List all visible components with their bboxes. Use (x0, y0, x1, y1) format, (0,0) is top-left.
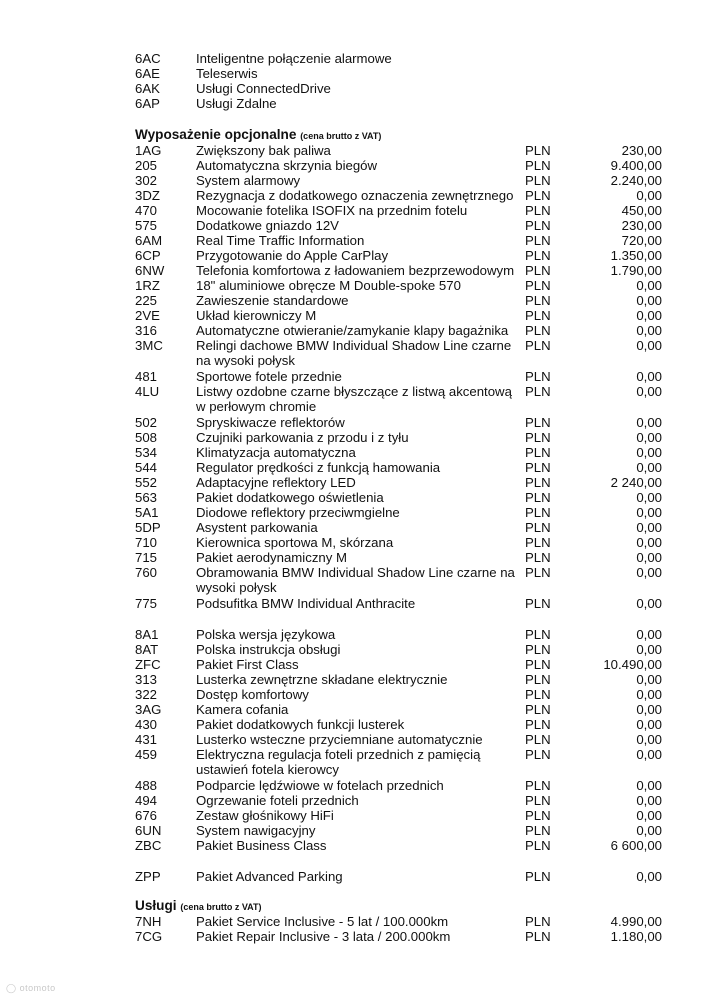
item-price: 0,00 (636, 293, 662, 308)
section-note: (cena brutto z VAT) (300, 131, 382, 141)
item-code: 322 (135, 687, 158, 702)
item-currency: PLN (525, 687, 551, 702)
item-price: 1.350,00 (610, 248, 662, 263)
item-code: 2VE (135, 308, 160, 323)
item-code: 508 (135, 430, 158, 445)
item-price: 2 240,00 (610, 475, 662, 490)
item-price: 1.790,00 (610, 263, 662, 278)
item-currency: PLN (525, 642, 551, 657)
optional-equipment-heading (135, 127, 381, 142)
item-price: 0,00 (636, 717, 662, 732)
item-code: 575 (135, 218, 158, 233)
item-price: 230,00 (621, 143, 662, 158)
item-description: Sportowe fotele przednie (196, 369, 342, 384)
item-description: Inteligentne połączenie alarmowe (196, 51, 392, 66)
item-code: 494 (135, 793, 158, 808)
item-code: 5DP (135, 520, 161, 535)
item-currency: PLN (525, 565, 551, 580)
item-description: Mocowanie fotelika ISOFIX na przednim fotelu (196, 203, 468, 218)
item-price: 1.180,00 (610, 929, 662, 944)
services-heading (135, 898, 262, 913)
item-price: 9.400,00 (610, 158, 662, 173)
item-currency: PLN (525, 732, 551, 747)
item-description: Pakiet dodatkowych funkcji lusterek (196, 717, 405, 732)
item-code: 4LU (135, 384, 160, 399)
item-code: 715 (135, 550, 158, 565)
item-code: 302 (135, 173, 158, 188)
item-code: 481 (135, 369, 158, 384)
item-description: Pakiet dodatkowego oświetlenia (196, 490, 384, 505)
item-price: 0,00 (636, 323, 662, 338)
item-currency: PLN (525, 248, 551, 263)
item-description: Spryskiwacze reflektorów (196, 415, 345, 430)
item-description: Zawieszenie standardowe (196, 293, 349, 308)
item-currency: PLN (525, 293, 551, 308)
item-code: 3MC (135, 338, 163, 353)
item-code: 7CG (135, 929, 163, 944)
item-code: 6AK (135, 81, 160, 96)
watermark-logo: ◯ otomoto (6, 983, 56, 993)
item-currency: PLN (525, 323, 551, 338)
item-currency: PLN (525, 869, 551, 884)
item-description: Teleserwis (196, 66, 258, 81)
item-currency: PLN (525, 596, 551, 611)
item-code: 488 (135, 778, 158, 793)
item-code: 552 (135, 475, 158, 490)
item-price: 0,00 (636, 384, 662, 399)
item-currency: PLN (525, 823, 551, 838)
item-price: 450,00 (621, 203, 662, 218)
item-currency: PLN (525, 747, 551, 762)
item-currency: PLN (525, 550, 551, 565)
item-price: 0,00 (636, 672, 662, 687)
item-currency: PLN (525, 430, 551, 445)
item-price: 0,00 (636, 778, 662, 793)
item-code: 7NH (135, 914, 162, 929)
item-currency: PLN (525, 702, 551, 717)
item-description: Listwy ozdobne czarne błyszczące z listwą akcentową w perłowym chromie (196, 384, 512, 414)
item-price: 0,00 (636, 702, 662, 717)
item-price: 2.240,00 (610, 173, 662, 188)
item-currency: PLN (525, 263, 551, 278)
item-currency: PLN (525, 338, 551, 353)
item-description: Lusterka zewnętrzne składane elektrycznie (196, 672, 448, 687)
item-code: 430 (135, 717, 158, 732)
item-description: Polska wersja językowa (196, 627, 336, 642)
item-code: 1AG (135, 143, 162, 158)
item-code: 563 (135, 490, 158, 505)
item-description: Rezygnacja z dodatkowego oznaczenia zewnętrznego (196, 188, 514, 203)
item-currency: PLN (525, 520, 551, 535)
item-currency: PLN (525, 627, 551, 642)
item-description: Obramowania BMW Individual Shadow Line czarne na wysoki połysk (196, 565, 515, 595)
item-code: 6NW (135, 263, 165, 278)
item-price: 0,00 (636, 308, 662, 323)
item-description: System nawigacyjny (196, 823, 316, 838)
item-description: Pakiet Service Inclusive - 5 lat / 100.000km (196, 914, 449, 929)
item-code: 3AG (135, 702, 162, 717)
item-code: 6AC (135, 51, 161, 66)
item-price: 0,00 (636, 642, 662, 657)
item-description: 18" aluminiowe obręcze M Double-spoke 570 (196, 278, 461, 293)
item-description: Pakiet Business Class (196, 838, 327, 853)
item-price: 0,00 (636, 747, 662, 762)
item-price: 0,00 (636, 808, 662, 823)
item-code: 6UN (135, 823, 162, 838)
item-code: 205 (135, 158, 158, 173)
item-code: 710 (135, 535, 158, 550)
item-code: 316 (135, 323, 158, 338)
item-code: 313 (135, 672, 158, 687)
item-description: Automatyczne otwieranie/zamykanie klapy bagażnika (196, 323, 509, 338)
item-code: 6CP (135, 248, 161, 263)
item-price: 0,00 (636, 490, 662, 505)
item-price: 0,00 (636, 415, 662, 430)
item-currency: PLN (525, 188, 551, 203)
item-price: 0,00 (636, 596, 662, 611)
item-currency: PLN (525, 415, 551, 430)
item-price: 0,00 (636, 445, 662, 460)
item-description: Ogrzewanie foteli przednich (196, 793, 359, 808)
item-description: Zestaw głośnikowy HiFi (196, 808, 334, 823)
item-code: 544 (135, 460, 158, 475)
item-currency: PLN (525, 218, 551, 233)
item-currency: PLN (525, 475, 551, 490)
item-code: 6AM (135, 233, 163, 248)
item-description: Pakiet Advanced Parking (196, 869, 343, 884)
item-price: 0,00 (636, 550, 662, 565)
item-price: 0,00 (636, 460, 662, 475)
item-price: 230,00 (621, 218, 662, 233)
item-description: Dodatkowe gniazdo 12V (196, 218, 339, 233)
section-title: Wyposażenie opcjonalne (135, 127, 297, 142)
item-price: 6 600,00 (610, 838, 662, 853)
item-currency: PLN (525, 657, 551, 672)
item-description: Real Time Traffic Information (196, 233, 365, 248)
item-price: 4.990,00 (610, 914, 662, 929)
item-price: 0,00 (636, 505, 662, 520)
item-description: Adaptacyjne reflektory LED (196, 475, 356, 490)
item-currency: PLN (525, 929, 551, 944)
item-code: 459 (135, 747, 158, 762)
section-note: (cena brutto z VAT) (180, 902, 262, 912)
item-description: Układ kierowniczy M (196, 308, 317, 323)
item-description: Polska instrukcja obsługi (196, 642, 341, 657)
item-price: 0,00 (636, 535, 662, 550)
item-code: 6AE (135, 66, 160, 81)
item-description: Automatyczna skrzynia biegów (196, 158, 378, 173)
item-code: 431 (135, 732, 158, 747)
section-title: Usługi (135, 898, 177, 913)
item-currency: PLN (525, 535, 551, 550)
item-price: 0,00 (636, 188, 662, 203)
item-price: 10.490,00 (603, 657, 662, 672)
item-currency: PLN (525, 369, 551, 384)
item-code: 1RZ (135, 278, 160, 293)
item-description: Podsufitka BMW Individual Anthracite (196, 596, 416, 611)
item-code: 534 (135, 445, 158, 460)
item-currency: PLN (525, 158, 551, 173)
item-description: Pakiet aerodynamiczny M (196, 550, 347, 565)
item-price: 0,00 (636, 520, 662, 535)
item-currency: PLN (525, 445, 551, 460)
item-description: Regulator prędkości z funkcją hamowania (196, 460, 441, 475)
item-description: Usługi Zdalne (196, 96, 277, 111)
item-currency: PLN (525, 838, 551, 853)
item-code: 3DZ (135, 188, 160, 203)
item-description: Relingi dachowe BMW Individual Shadow Line czarne na wysoki połysk (196, 338, 512, 368)
item-description: Przygotowanie do Apple CarPlay (196, 248, 389, 263)
item-currency: PLN (525, 490, 551, 505)
item-code: 775 (135, 596, 158, 611)
item-description: Diodowe reflektory przeciwmgielne (196, 505, 400, 520)
item-code: 8AT (135, 642, 159, 657)
item-description: Pakiet Repair Inclusive - 3 lata / 200.000km (196, 929, 451, 944)
item-code: ZFC (135, 657, 161, 672)
item-code: ZPP (135, 869, 161, 884)
item-description: Zwiększony bak paliwa (196, 143, 331, 158)
item-price: 0,00 (636, 278, 662, 293)
item-currency: PLN (525, 914, 551, 929)
item-currency: PLN (525, 505, 551, 520)
item-currency: PLN (525, 717, 551, 732)
item-currency: PLN (525, 203, 551, 218)
item-description: Czujniki parkowania z przodu i z tyłu (196, 430, 409, 445)
item-currency: PLN (525, 808, 551, 823)
item-price: 720,00 (621, 233, 662, 248)
item-currency: PLN (525, 278, 551, 293)
item-description: Usługi ConnectedDrive (196, 81, 331, 96)
item-description: Lusterko wsteczne przyciemniane automatycznie (196, 732, 483, 747)
item-currency: PLN (525, 460, 551, 475)
item-currency: PLN (525, 778, 551, 793)
item-description: Dostęp komfortowy (196, 687, 309, 702)
item-description: Podparcie lędźwiowe w fotelach przednich (196, 778, 444, 793)
item-description: Pakiet First Class (196, 657, 299, 672)
item-price: 0,00 (636, 338, 662, 353)
item-price: 0,00 (636, 732, 662, 747)
item-price: 0,00 (636, 565, 662, 580)
item-price: 0,00 (636, 687, 662, 702)
item-code: 6AP (135, 96, 160, 111)
item-currency: PLN (525, 308, 551, 323)
item-code: 8A1 (135, 627, 159, 642)
item-description: Elektryczna regulacja foteli przednich z pamięcią ustawień fotela kierowcy (196, 747, 481, 777)
item-code: 5A1 (135, 505, 159, 520)
item-currency: PLN (525, 672, 551, 687)
item-price: 0,00 (636, 369, 662, 384)
item-price: 0,00 (636, 627, 662, 642)
item-description: Telefonia komfortowa z ładowaniem bezprzewodowym (196, 263, 515, 278)
item-currency: PLN (525, 793, 551, 808)
item-price: 0,00 (636, 869, 662, 884)
item-description: Klimatyzacja automatyczna (196, 445, 356, 460)
item-price: 0,00 (636, 430, 662, 445)
item-code: 676 (135, 808, 158, 823)
item-code: 470 (135, 203, 158, 218)
item-code: 760 (135, 565, 158, 580)
item-code: 225 (135, 293, 158, 308)
item-currency: PLN (525, 233, 551, 248)
item-description: Kamera cofania (196, 702, 289, 717)
item-currency: PLN (525, 143, 551, 158)
item-currency: PLN (525, 384, 551, 399)
item-price: 0,00 (636, 823, 662, 838)
item-price: 0,00 (636, 793, 662, 808)
item-description: System alarmowy (196, 173, 301, 188)
item-currency: PLN (525, 173, 551, 188)
item-code: ZBC (135, 838, 162, 853)
item-description: Kierownica sportowa M, skórzana (196, 535, 394, 550)
item-code: 502 (135, 415, 158, 430)
item-description: Asystent parkowania (196, 520, 318, 535)
